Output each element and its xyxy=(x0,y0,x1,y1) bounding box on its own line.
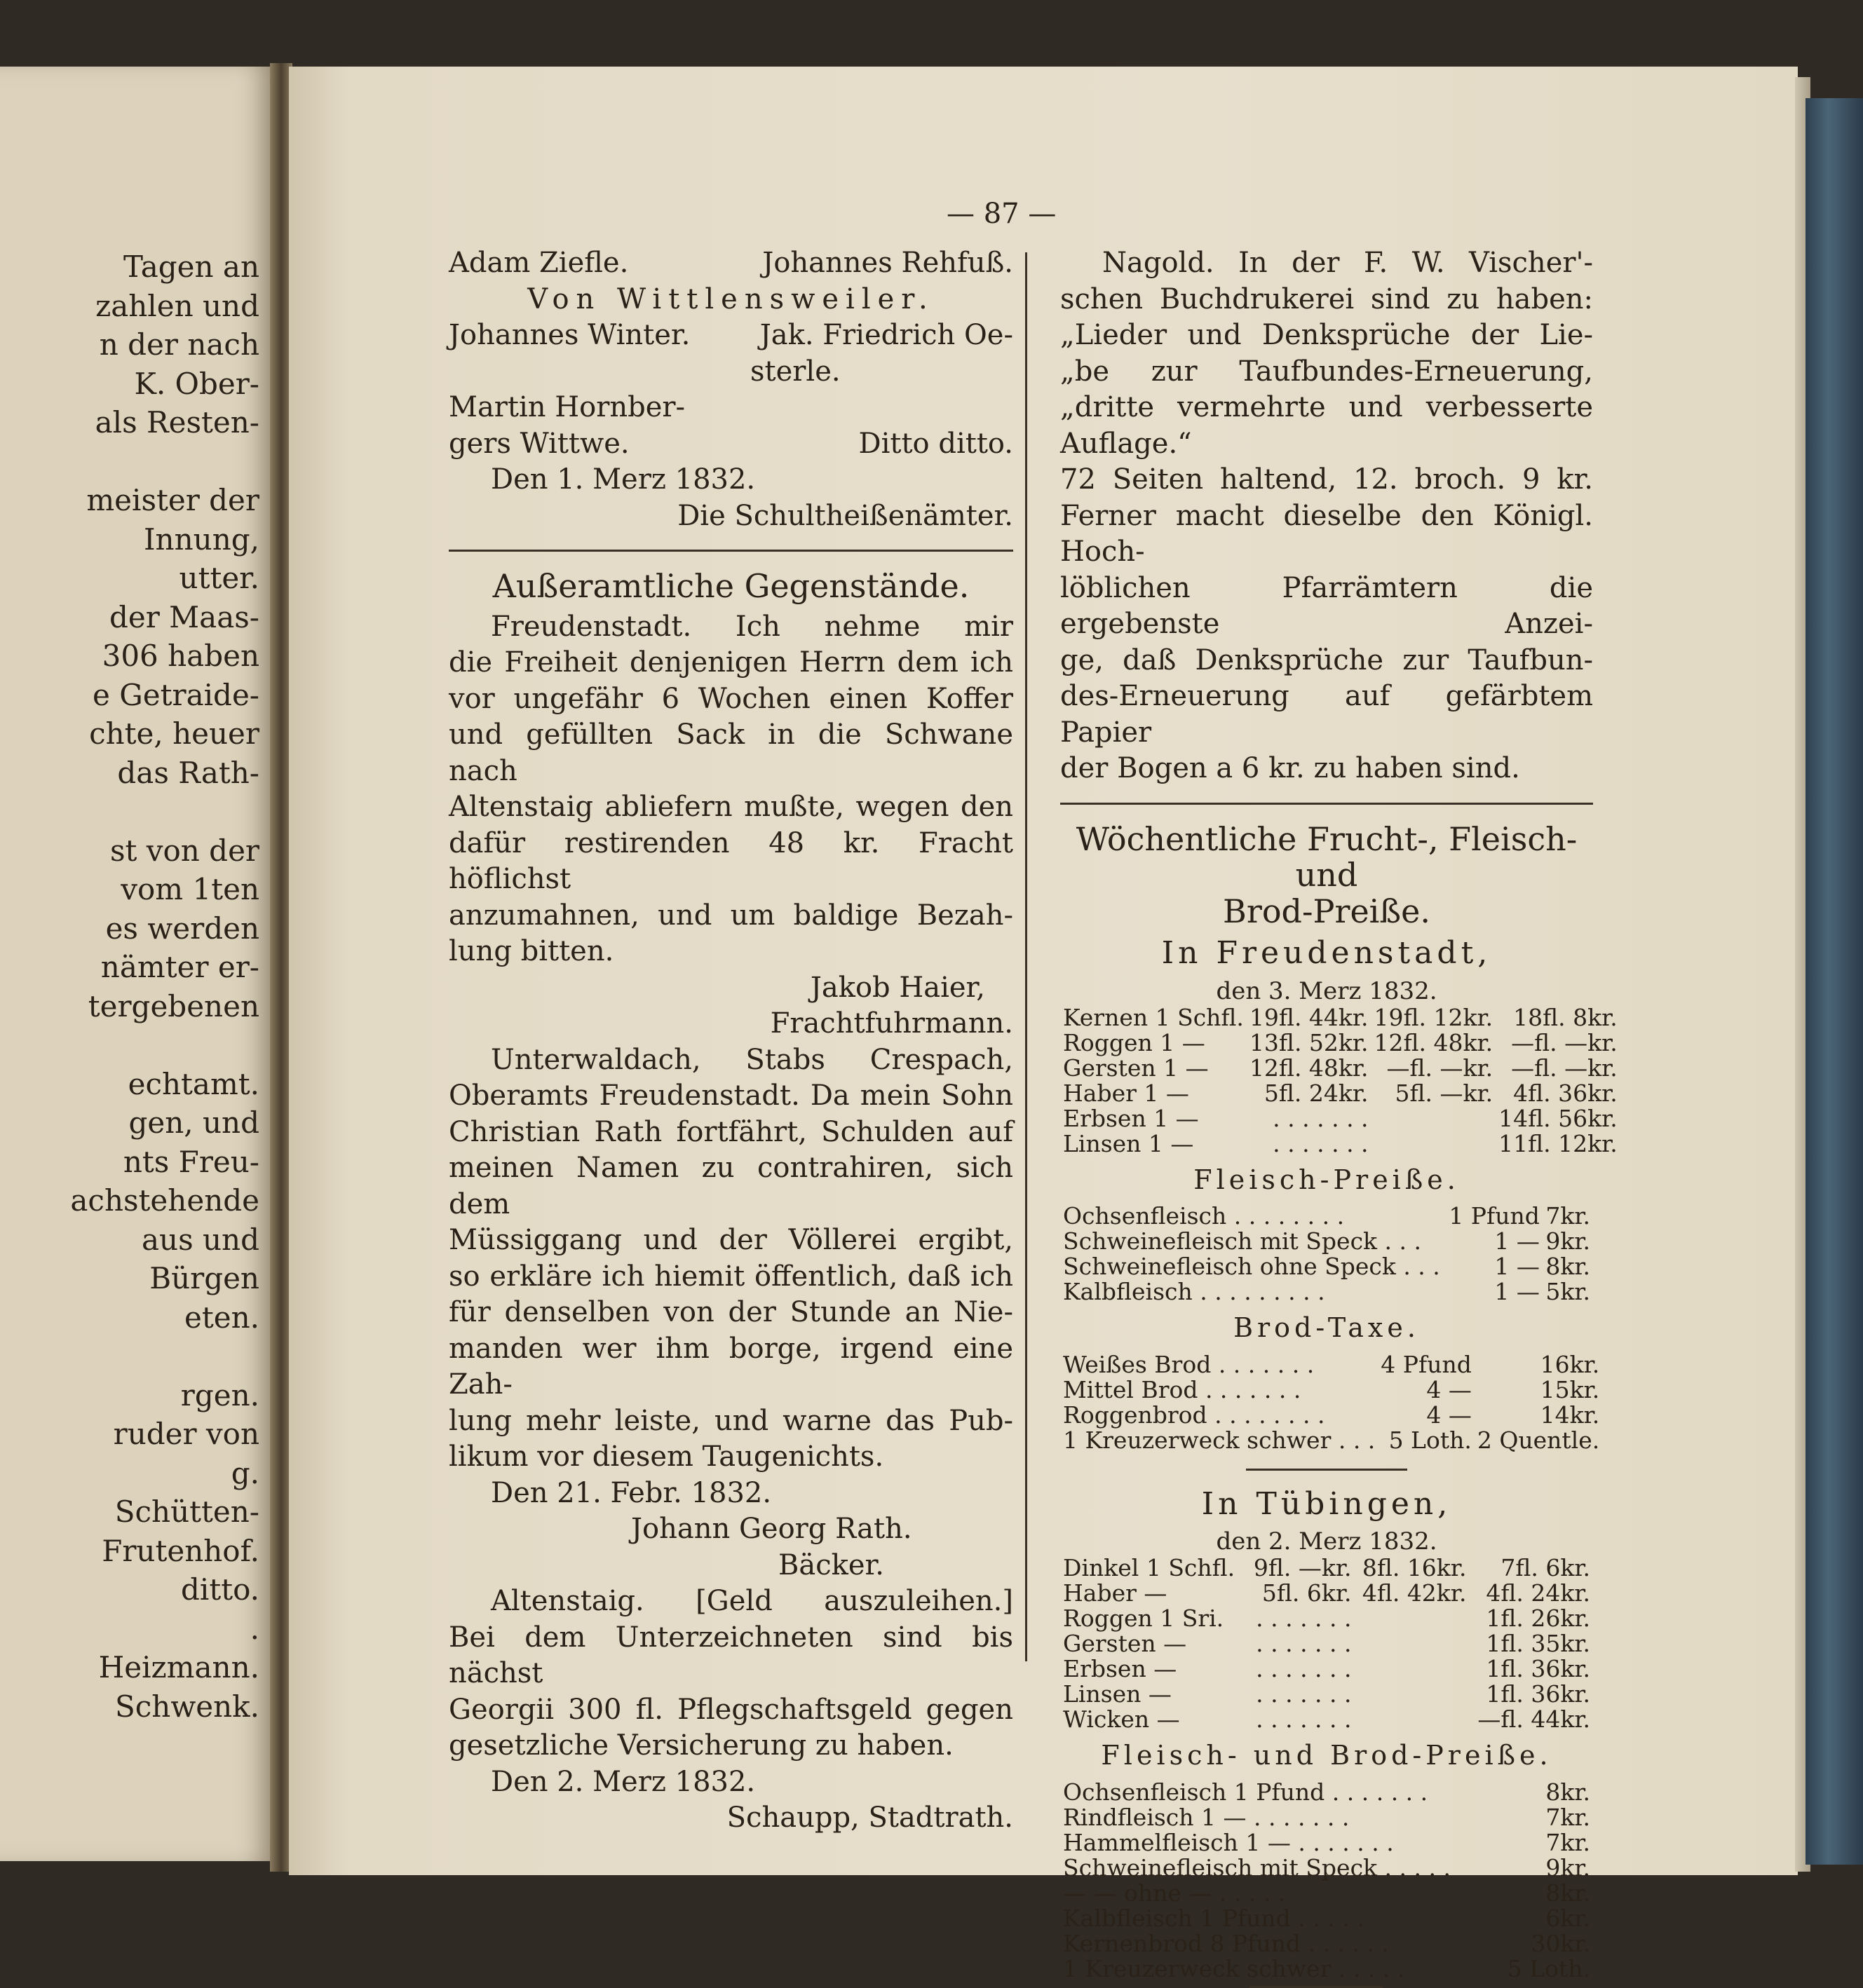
meat-price-row xyxy=(1060,1881,1593,1906)
notice-altenstaig xyxy=(449,1584,1013,1764)
price-cell: Haber 1 — xyxy=(1063,1079,1189,1107)
price-cell: . . . . . . . xyxy=(1256,1680,1352,1708)
price-cell: —fl. —kr. xyxy=(1511,1054,1618,1082)
left-page-line: Schütten- xyxy=(114,1495,259,1529)
text-line: anzumahnen, und um baldige Bezah- xyxy=(449,899,1013,932)
price-cell: Hammelfleisch 1 — . . . . . . . xyxy=(1063,1828,1394,1856)
text-line: Georgii 300 fl. Pflegschaftsgeld gegen xyxy=(449,1693,1013,1726)
left-page-line: der Maas- xyxy=(109,599,259,634)
price-cell: 18fl. 8kr. xyxy=(1513,1003,1618,1031)
price-cell: 1 — xyxy=(1494,1227,1540,1255)
price-cell: Roggen 1 — xyxy=(1063,1028,1205,1056)
price-cell: 1fl. 36kr. xyxy=(1486,1680,1590,1708)
left-page-line: ruder von xyxy=(113,1417,259,1451)
left-page-line: das Rath- xyxy=(117,755,259,790)
text-line: dafür restirenden 48 kr. Fracht höflichst xyxy=(449,826,1013,895)
price-cell: Mittel Brod . . . . . . . xyxy=(1063,1375,1301,1403)
text-line: so erkläre ich hiemit öffentlich, daß ich xyxy=(449,1260,1013,1293)
price-cell xyxy=(1355,1707,1470,1732)
price-cell: 14fl. 56kr. xyxy=(1498,1104,1618,1132)
price-cell xyxy=(1355,1656,1470,1682)
price-cell: 1fl. 36kr. xyxy=(1486,1655,1590,1682)
price-cell: . . . . . . . xyxy=(1256,1655,1352,1682)
price-cell: Gersten — xyxy=(1063,1630,1187,1657)
left-page-line: . xyxy=(250,1611,259,1646)
left-page-line: K. Ober- xyxy=(134,366,259,401)
grain-price-row xyxy=(1060,1656,1593,1682)
text-line: „be zur Taufbundes-Erneuerung, xyxy=(1060,355,1593,388)
grain-price-row xyxy=(1060,1030,1620,1056)
price-cell: Linsen — xyxy=(1063,1680,1172,1708)
price-cell: Ochsenfleisch 1 Pfund . . . . . . . xyxy=(1063,1778,1428,1806)
price-cell: 5 Loth. xyxy=(1507,1954,1590,1982)
left-page-line: vom 1ten xyxy=(121,872,259,906)
price-cell: 15kr. xyxy=(1540,1375,1600,1403)
notice-freudenstadt xyxy=(449,609,1013,970)
price-cell: 1 Kreuzerweck schwer . . . xyxy=(1063,1426,1376,1454)
price-cell: 5fl. 24kr. xyxy=(1264,1079,1369,1107)
notice-signature: Johann Georg Rath. xyxy=(631,1513,912,1545)
column-divider xyxy=(1025,252,1027,1661)
left-page-line: eten. xyxy=(184,1300,259,1335)
signature-row xyxy=(449,426,1013,463)
price-cell xyxy=(1371,1106,1496,1131)
meat-price-table xyxy=(1060,1204,1593,1305)
text-line: Christian Rath fortfährt, Schulden auf xyxy=(449,1115,1013,1148)
previous-page-fragment xyxy=(0,67,272,1861)
price-cell: — — ohne — . . . . . xyxy=(1063,1879,1286,1907)
left-page-line: e Getraide- xyxy=(93,677,259,712)
bread-price-row xyxy=(1060,1403,1602,1428)
price-cell: —fl. 44kr. xyxy=(1477,1706,1590,1733)
text-line: lung mehr leiste, und warne das Pub- xyxy=(449,1404,1013,1437)
price-cell xyxy=(1355,1631,1470,1656)
meat-price-row xyxy=(1060,1780,1593,1805)
grain-price-row xyxy=(1060,1131,1620,1157)
price-cell: . . . . . . . xyxy=(1256,1630,1352,1657)
grain-price-table xyxy=(1060,1005,1620,1157)
left-column xyxy=(449,245,1013,1837)
price-cell: Roggenbrod . . . . . . . . xyxy=(1063,1401,1325,1429)
left-page-line: Schwenk. xyxy=(114,1689,259,1724)
signature: Adam Ziefle. xyxy=(449,247,629,279)
price-cell: Roggen 1 Sri. xyxy=(1063,1605,1224,1632)
text-line: Müssiggang und der Völlerei ergibt, xyxy=(449,1224,1013,1256)
left-page-line: chte, heuer xyxy=(89,716,259,751)
price-cell: 30kr. xyxy=(1531,1929,1590,1957)
prices-title: Brod-Preiße. xyxy=(1223,892,1430,930)
price-cell: 8fl. 16kr. xyxy=(1362,1554,1467,1581)
price-cell: Linsen 1 — xyxy=(1063,1129,1194,1157)
signature: gers Wittwe. xyxy=(449,427,630,460)
price-cell xyxy=(1355,1682,1470,1707)
price-cell: Dinkel 1 Schfl. xyxy=(1063,1554,1235,1581)
price-cell: 14kr. xyxy=(1540,1401,1600,1429)
price-cell: Schweinefleisch mit Speck . . . . . xyxy=(1063,1853,1451,1881)
price-cell: 1 Kreuzerweck schwer . . . . . xyxy=(1063,1954,1405,1982)
text-line: Freudenstadt. Ich nehme mir xyxy=(491,610,1013,643)
grain-price-table xyxy=(1060,1555,1593,1732)
price-cell: 7kr. xyxy=(1545,1803,1590,1831)
meat-price-row xyxy=(1060,1856,1593,1881)
meat-heading: Fleisch-Preiße. xyxy=(1193,1164,1460,1195)
text-line: ge, daß Denksprüche zur Taufbun- xyxy=(1060,644,1593,676)
section-rule xyxy=(1060,803,1593,805)
notice-signature: Frachtfuhrmann. xyxy=(770,1007,1013,1040)
text-line: der Bogen a 6 kr. zu haben sind. xyxy=(1060,752,1520,784)
notice-date: Den 21. Febr. 1832. xyxy=(491,1476,772,1509)
price-cell: 5kr. xyxy=(1545,1278,1590,1305)
meat-price-row xyxy=(1060,1204,1593,1229)
notice-date: Den 2. Merz 1832. xyxy=(491,1765,756,1798)
price-cell: 4fl. 24kr. xyxy=(1486,1579,1590,1607)
text-line: Nagold. In der F. W. Vischer'- xyxy=(1102,247,1593,279)
notice-unterwaldach xyxy=(449,1042,1013,1476)
meat-price-row xyxy=(1060,1279,1593,1305)
price-cell: —fl. —kr. xyxy=(1511,1028,1618,1056)
grain-price-row xyxy=(1060,1056,1620,1081)
grain-price-row xyxy=(1060,1081,1620,1106)
left-page-line: Heizmann. xyxy=(98,1650,259,1684)
price-cell: Erbsen — xyxy=(1063,1655,1177,1682)
price-cell: 12fl. 48kr. xyxy=(1374,1028,1493,1056)
left-page-line: st von der xyxy=(109,833,259,868)
price-cell: Haber — xyxy=(1063,1579,1167,1607)
price-cell: Ochsenfleisch . . . . . . . . xyxy=(1063,1202,1345,1230)
bread-price-row xyxy=(1060,1352,1602,1377)
notice-signature: Schaupp, Stadtrath. xyxy=(726,1802,1013,1834)
bread-price-row xyxy=(1060,1377,1602,1403)
price-date: den 2. Merz 1832. xyxy=(1216,1527,1437,1555)
price-cell: Kernen 1 Schfl. xyxy=(1063,1003,1244,1031)
text-line: die Freiheit denjenigen Herrn dem ich xyxy=(449,646,1013,679)
text-line: Unterwaldach, Stabs Crespach, xyxy=(491,1043,1013,1076)
notice-nagold xyxy=(1060,245,1593,787)
price-cell: —fl. —kr. xyxy=(1386,1054,1493,1082)
text-line: lung bitten. xyxy=(449,935,614,967)
left-page-line: n der nach xyxy=(99,327,259,362)
price-cell: Kalbfleisch 1 Pfund . . . . . xyxy=(1063,1904,1364,1932)
signature: Johannes Winter. xyxy=(449,319,691,351)
meat-price-row xyxy=(1060,1830,1593,1856)
grain-price-row xyxy=(1060,1555,1593,1581)
price-cell: 8kr. xyxy=(1545,1879,1590,1907)
grain-price-row xyxy=(1060,1005,1620,1030)
town-heading: In Freudenstadt, xyxy=(1161,935,1492,971)
text-line: Altenstaig abliefern mußte, wegen den xyxy=(449,791,1013,823)
price-cell: Weißes Brod . . . . . . . xyxy=(1063,1350,1315,1378)
grain-price-row xyxy=(1060,1707,1593,1732)
left-page-line: nämter er- xyxy=(100,950,259,984)
section-title: Außeramtliche Gegenstände. xyxy=(492,567,970,605)
price-cell: 6kr. xyxy=(1545,1904,1590,1932)
price-cell: Wicken — xyxy=(1063,1706,1180,1733)
signature: Ditto ditto. xyxy=(858,427,1013,460)
price-cell: 13fl. 52kr. xyxy=(1249,1028,1369,1056)
meat-price-row xyxy=(1060,1931,1593,1956)
signature: Jak. Friedrich Oe- xyxy=(759,319,1013,351)
price-cell: 11fl. 12kr. xyxy=(1498,1129,1618,1157)
book-cover-edge xyxy=(1806,98,1863,1865)
notice-signature: Bäcker. xyxy=(778,1548,884,1581)
price-cell: Rindfleisch 1 — . . . . . . . xyxy=(1063,1803,1350,1831)
text-line: des-Erneuerung auf gefärbtem Papier xyxy=(1060,680,1593,749)
text-line: Bei dem Unterzeichneten sind bis nächst xyxy=(449,1621,1013,1689)
left-page-line: g. xyxy=(231,1455,259,1490)
meat-bread-price-table xyxy=(1060,1780,1593,1982)
office-signature: Die Schultheißenämter. xyxy=(677,499,1013,532)
left-page-line: es werden xyxy=(105,911,259,946)
price-cell: 4 — xyxy=(1426,1401,1472,1429)
section-rule xyxy=(1246,1469,1407,1471)
price-cell xyxy=(1355,1606,1470,1631)
price-cell: . . . . . . . xyxy=(1273,1104,1369,1132)
text-line: Ferner macht dieselbe den Königl. Hoch- xyxy=(1060,499,1593,568)
text-line: schen Buchdrukerei sind zu haben: xyxy=(1060,282,1593,315)
left-page-line: achstehende xyxy=(70,1183,259,1218)
text-line: und gefüllten Sack in die Schwane nach xyxy=(449,719,1013,787)
bread-price-table xyxy=(1060,1352,1602,1453)
notice-date: Den 1. Merz 1832. xyxy=(491,463,756,496)
left-page-line: aus und xyxy=(142,1222,259,1257)
left-page-line: rgen. xyxy=(180,1377,259,1412)
left-page-line: utter. xyxy=(179,561,259,595)
signature-cont: sterle. xyxy=(750,355,841,388)
price-cell: 2 Quentle. xyxy=(1477,1426,1600,1454)
price-cell: Schweinefleisch mit Speck . . . xyxy=(1063,1227,1421,1255)
text-line: löblichen Pfarrämtern die ergebenste Anzei- xyxy=(1060,571,1593,640)
left-page-line: 306 haben xyxy=(102,639,259,673)
signature-row xyxy=(449,245,1013,282)
price-cell: 12fl. 48kr. xyxy=(1249,1054,1369,1082)
meat-price-row xyxy=(1060,1956,1593,1982)
price-cell: 19fl. 12kr. xyxy=(1374,1003,1493,1031)
price-cell: 5fl. —kr. xyxy=(1395,1079,1493,1107)
text-line: manden wer ihm borge, irgend eine Zah- xyxy=(449,1332,1013,1401)
left-page-line: Tagen an xyxy=(123,250,259,284)
price-cell xyxy=(1371,1131,1496,1157)
price-cell: 7fl. 6kr. xyxy=(1500,1554,1590,1581)
left-page-line: nts Freu- xyxy=(123,1144,259,1179)
price-cell: 4 — xyxy=(1426,1375,1472,1403)
text-line: gesetzliche Versicherung zu haben. xyxy=(449,1729,954,1762)
price-cell: . . . . . . . xyxy=(1273,1129,1369,1157)
price-date: den 3. Merz 1832. xyxy=(1216,976,1437,1005)
notice-signature: Jakob Haier, xyxy=(810,971,985,1004)
bread-price-row xyxy=(1060,1428,1602,1453)
grain-price-row xyxy=(1060,1606,1593,1631)
left-page-line: als Resten- xyxy=(95,405,259,440)
price-cell: Gersten 1 — xyxy=(1063,1054,1209,1082)
closing-rule xyxy=(1249,1986,1383,1988)
grain-price-row xyxy=(1060,1106,1620,1131)
right-column xyxy=(1060,245,1618,1988)
left-page-line: zahlen und xyxy=(95,288,259,323)
price-cell: Schweinefleisch ohne Speck . . . xyxy=(1063,1253,1440,1280)
price-cell: 4fl. 42kr. xyxy=(1362,1579,1467,1607)
meat-price-row xyxy=(1060,1805,1593,1830)
section-rule xyxy=(449,550,1013,552)
place-heading: Von Wittlensweiler. xyxy=(527,282,935,315)
grain-price-row xyxy=(1060,1682,1593,1707)
meat-price-row xyxy=(1060,1254,1593,1279)
price-cell: Erbsen 1 — xyxy=(1063,1104,1199,1132)
text-line: „dritte vermehrte und verbesserte Auflage.“ xyxy=(1060,391,1593,460)
price-cell: 5 Loth. xyxy=(1388,1426,1472,1454)
left-page-line: ditto. xyxy=(181,1572,259,1607)
price-cell: . . . . . . . xyxy=(1256,1706,1352,1733)
text-line: Altenstaig. [Geld auszuleihen.] xyxy=(491,1585,1013,1617)
price-cell: 9kr. xyxy=(1545,1853,1590,1881)
text-line: für denselben von der Stunde an Nie- xyxy=(449,1296,1013,1328)
price-cell: Kernenbrod 8 Pfund . . . . . . xyxy=(1063,1929,1389,1957)
price-cell: Kalbfleisch . . . . . . . . . xyxy=(1063,1278,1325,1305)
grain-price-row xyxy=(1060,1631,1593,1656)
prices-title: Wöchentliche Frucht-, Fleisch- und xyxy=(1076,819,1578,894)
left-page-line: meister der xyxy=(86,483,259,517)
meat-price-row xyxy=(1060,1229,1593,1254)
text-line: likum vor diesem Taugenichts. xyxy=(449,1441,884,1473)
price-cell: 1 — xyxy=(1494,1278,1540,1305)
price-cell: 4fl. 36kr. xyxy=(1513,1079,1618,1107)
left-page-line: Innung, xyxy=(143,522,259,557)
price-cell: . . . . . . . xyxy=(1256,1605,1352,1632)
price-cell: 9fl. —kr. xyxy=(1253,1554,1352,1581)
signature-cont: Martin Hornber- xyxy=(449,391,686,423)
left-page-line: Frutenhof. xyxy=(102,1533,259,1568)
page-number: — 87 — xyxy=(947,198,1057,230)
grain-price-row xyxy=(1060,1581,1593,1606)
price-cell: 8kr. xyxy=(1545,1253,1590,1280)
text-line: meinen Namen zu contrahiren, sich dem xyxy=(449,1152,1013,1220)
text-line: vor ungefähr 6 Wochen einen Koffer xyxy=(449,682,1013,715)
price-cell: 1 Pfund xyxy=(1449,1202,1540,1230)
text-line: „Lieder und Denksprüche der Lie- xyxy=(1060,319,1593,351)
price-cell: 7kr. xyxy=(1545,1202,1590,1230)
left-page-line: Bürgen xyxy=(149,1261,259,1295)
price-cell: 9kr. xyxy=(1545,1227,1590,1255)
meat-heading: Fleisch- und Brod-Preiße. xyxy=(1101,1740,1552,1771)
price-cell: 1fl. 26kr. xyxy=(1486,1605,1590,1632)
price-cell: 1 — xyxy=(1494,1253,1540,1280)
price-cell: 1fl. 35kr. xyxy=(1486,1630,1590,1657)
signature-row xyxy=(449,318,1013,354)
price-cell: 4 Pfund xyxy=(1381,1350,1472,1378)
price-cell: 7kr. xyxy=(1545,1828,1590,1856)
price-cell: 5fl. 6kr. xyxy=(1261,1579,1352,1607)
price-cell: 8kr. xyxy=(1545,1778,1590,1806)
left-page-line: tergebenen xyxy=(88,988,259,1023)
price-cell: 16kr. xyxy=(1540,1350,1600,1378)
town-heading: In Tübingen, xyxy=(1201,1485,1452,1522)
bread-heading: Brod-Taxe. xyxy=(1233,1312,1420,1343)
text-line: 72 Seiten haltend, 12. broch. 9 kr. xyxy=(1060,463,1593,496)
signature: Johannes Rehfuß. xyxy=(762,247,1013,279)
left-page-line: gen, und xyxy=(128,1105,259,1140)
price-cell: 19fl. 44kr. xyxy=(1249,1003,1369,1031)
text-line: Oberamts Freudenstadt. Da mein Sohn xyxy=(449,1080,1013,1112)
left-page-line: echtamt. xyxy=(128,1066,259,1101)
meat-price-row xyxy=(1060,1906,1593,1931)
